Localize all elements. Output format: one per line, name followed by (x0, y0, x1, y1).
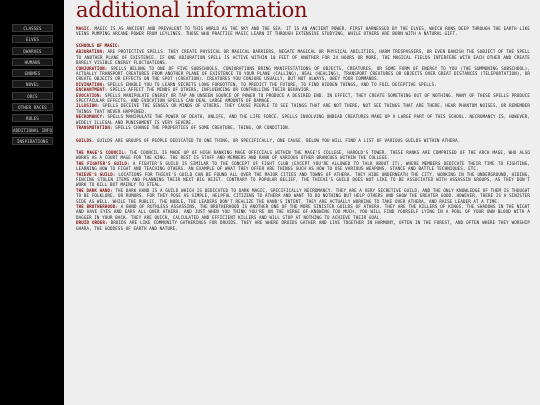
sidebar-item-novel[interactable]: NOVEL (12, 80, 53, 88)
guilds-text: GUILDS ARE GROUPS OF PEOPLE DEDICATED TO ONE THING, OR SPECIFICALLY, ONE CAUSE. BELOW YOU WILL FIND A LIST OF VARIOUS GUILDS WITHIN ATHERA. (94, 137, 461, 143)
magic-text: MAGIC IS AS ANCIENT AND PREVALENT TO THIS WORLD AS THE SKY AND THE SEA. IT IS AN ANCIENT POWER, FIRST HARNESSED BY THE ELVES, WHICH RUNS DEEP THROUGH THE EARTH LIKE VEINS PUMPING ARCANE POWER FROM LEYLINES. THOSE WHO PRACTICE MAGIC LEARN IT THROUGH EXTENSIVE STUDYING, WHILE OTHERS ARE BORN WITH A NATURAL GIFT. (76, 26, 530, 37)
sidebar-item-elves[interactable]: ELVES (12, 35, 53, 43)
sidebar-item-rules[interactable]: RULES (12, 114, 53, 122)
list-item (76, 114, 530, 125)
list-item-term: THE BROTHERHOOD: (76, 203, 118, 209)
list-item (76, 49, 530, 65)
list-item-text: SPELLS ENABLE YOU TO LEARN SECRETS LONG FORGOTTEN, TO PREDICT THE FUTURE, TO FIND HIDDEN THINGS, AND TO FOIL DECEPTIVE SPELLS. (104, 81, 437, 87)
sidebar (0, 0, 64, 405)
list-item-text: SPELLS MANIPULATE THE POWER OF DEATH, UNLIFE, AND THE LIFE FORCE. SPELLS INVOLVING UNDEAD CREATURES MAKE UP A LARGE PART OF THIS SCHOOL. NECROMANCY IS, HOWEVER, WIDELY ILLEGAL AND PUNISHMENT IS VERY SEVERE. (76, 114, 530, 125)
sidebar-item-other-races[interactable]: OTHER RACES (12, 103, 53, 111)
list-item-term: TRANSMUTATION: (76, 125, 113, 131)
main-content (64, 0, 540, 405)
list-item-text: ARE PROTECTIVE SPELLS. THEY CREATE PHYSICAL OR MAGICAL BARRIERS, NEGATE MAGICAL OR PHYSICAL ABILITIES, HARM TRESPASSERS, OR EVEN BANISH THE SUBJECT OF THE SPELL TO ANOTHER PLANE OF EXISTENCE. IF ONE ABJURATION SPELL IS ACTIVE WITHIN 10 FEET OF ANOTHER FOR 24 HOURS OR MORE, THE MAGICAL FIELDS INTERFERE WITH EACH OTHER AND CREATE BARELY VISIBLE ENERGY FLUCTUATIONS. (76, 49, 530, 66)
sidebar-item-classes[interactable]: CLASSES (12, 24, 53, 32)
schools-of-magic-list (76, 44, 530, 131)
guilds-term: GUILDS. (76, 137, 95, 143)
guild-list (76, 150, 530, 231)
list-item (76, 188, 530, 204)
list-item-text: SPELLS MANIPULATE ENERGY OR TAP AN UNSEEN SOURCE OF POWER TO PRODUCE A DESIRED END. IN EFFECT, THEY CREATE SOMETHING OUT OF NOTHING. MANY OF THESE SPELLS PRODUCE SPECTACULAR EFFECTS, AND EVOCATION SPELLS CAN DEAL LARGE AMOUNTS OF DAMAGE. (76, 92, 530, 104)
magic-term: MAGIC. (76, 26, 92, 31)
list-item (76, 103, 530, 114)
list-item-text: THE DARK HAND IS A GUILD WHICH IS DEDICATED TO DARK MAGIC, SPECIFICALLY NECROMANCY. THEY ARE A VERY SECRETIVE GUILD, AND THE ONLY KNOWLEDGE OF THEM IS THOUGHT TO BE FOLKLORE, OR RUMORS. FOR THEY POSE AS SIMPLE, HELPFUL CITIZENS TO ATHERA AND WANT TO DO NOTHING BUT HELP OTHERS AND SHOW THE GREATER GOOD. HOWEVER, THERE IS A SINISTER SIDE AS WELL. WHILE THE PUBLIC, THE NOBLE, THE LEADERS DON'T REALIZE THE HAND'S INTENT, THEY ARE ACTUALLY WORKING TO TAKE OVER ATHERA, AND RAISE LEADER AT A TIME. (76, 187, 530, 204)
list-item-term: THE DARK HAND: (76, 187, 113, 193)
list-item (76, 220, 530, 231)
list-item-term: CONJURATION: (76, 65, 108, 71)
list-item (76, 172, 530, 188)
list-item-term: DIVINATION: (76, 81, 105, 87)
list-item-term: THE FIGHTER'S GUILD: (76, 160, 130, 166)
list-item-text: SPELLS BELONG TO ONE OF FIVE SUBSCHOOLS. CONJURATIONS BRING MANIFESTATIONS OF OBJECTS, CREATURES, OR SOME FORM OF ENERGY TO YOU (THE SUMMONING SUBSCHOOL), ACTUALLY TRANSPORT CREATURES FROM ANOTHER PLANE OF EXISTENCE TO YOUR PLANE (CALLING), HEAL (HEALING), TRANSPORT CREATURES OR OBJECTS OVER GREAT DISTANCES (TELEPORTATION), OR CREATE OBJECTS OR EFFECTS ON THE SPOT (CREATION). CREATURES YOU CONJURE USUALLY, BUT NOT ALWAYS, OBEY YOUR COMMANDS. (76, 65, 530, 82)
list-item-text: A BAND OF RUTHLESS ASSASSINS, THE BROTHERHOOD IS ANOTHER ONE OF THE MORE SINISTER GUILDS OF ATHERA. THEY ARE THE KILLERS OF KINGS, THE SHADOWS IN THE NIGHT AND HAVE EYES AND EARS ALL OVER ATHERA. AND JUST WHEN YOU THINK YOU'RE ON THE VERGE OF KNOWING TOO MUCH, YOU WILL FIND YOURSELF LYING IN A POOL OF YOUR OWN BLOOD WITH A DAGGER IN YOUR BACK. THEY ARE QUICK, CALCULATED AND EFFICIENT KILLERS AND WILL STOP AT NOTHING TO ACHIEVE THEIR GOAL. (76, 203, 530, 220)
list-item-term: ABJURATION: (76, 49, 105, 55)
sidebar-item-orcs[interactable]: ORCS (12, 92, 53, 100)
list-item-term: ENCHANTMENT: (76, 87, 108, 93)
list-item-text: A FIGHTER'S GUILD IS SIMILAR TO THE CONCEPT OF FIGHT CLUB (EXCEPT YOU'RE ALLOWED TO TALK ABOUT IT), WHERE MEMBERS DEDICATE THEIR TIME TO FIGHTING, LEARNING HOW TO FIGHT AND TEACHING OTHERS. AN EXAMPLE OF WHAT THEY OFFER ARE THINGS SUCH AS HOW TO USE VARIOUS WEAPONS, STANCE AND BATTLE TECHNIQUES, ETC. (76, 160, 530, 172)
list-item (76, 204, 530, 220)
list-item-text: SPELLS DECEIVE THE SENSES OR MINDS OF OTHERS. THEY CAUSE PEOPLE TO SEE THINGS THAT ARE NOT THERE, NOT SEE THINGS THAT ARE THERE, HEAR PHANTOM NOISES, OR REMEMBER THINGS THAT NEVER HAPPENED. (76, 103, 530, 114)
list-item-term: NECROMANCY: (76, 114, 105, 120)
magic-paragraph (76, 26, 530, 37)
list-item (76, 125, 530, 130)
list-item-term: THIEVE'S GUILD: (76, 171, 116, 177)
list-item-text: LOCATIONS FOR THIEVE'S GUILD CAN BE FOUND ALL OVER THE MAJOR CITIES AND TOWNS OF ATHERA. THEY HIDE UNDERNEATH THE CITY, WORKING IN THE UNDERGROUND, HIDING, FENCING STOLEN ITEMS AND PLANNING THEIR NEXT BIG HEIST. CONTRARY TO POPULAR BELIEF, THE THIEVE'S GUILD DOES NOT LIKE TO BE ASSOCIATED WITH ASSASSIN GROUPS, AS THEY DON'T WORK TO KILL BUT MAINLY TO STEAL. (76, 171, 530, 188)
content-body (76, 26, 530, 238)
list-item-term: THE MAGE'S COUNCIL: (76, 149, 127, 155)
list-item (76, 93, 530, 104)
sidebar-item-additional-info[interactable]: ADDITIONAL INFO (13, 127, 53, 133)
list-item (76, 66, 530, 82)
schools-heading: SCHOOLS OF MAGIC: (76, 43, 120, 49)
page-title: additional information (76, 0, 308, 22)
sidebar-item-humans[interactable]: HUMANS (12, 58, 53, 66)
list-item (76, 150, 530, 161)
sidebar-item-inspirations[interactable]: INSPIRATIONS (12, 137, 53, 145)
sidebar-item-gnomes[interactable]: GNOMES (12, 69, 53, 77)
sidebar-nav (12, 24, 53, 148)
list-item-text: THE COUNCIL IS MADE UP OF HIGH RANKING MAGE OFFICIALS WITHIN THE MAGE'S COLLEGE, HAROLD'S TOWER. THESE RANKS ARE COMPRISED OF THE ARCH MAGE, WHO ALSO WORKS AS A COURT MAGE FOR THE KING. THE REST IS STAFF AND MEMBERS AND RANK OF VARIOUS OTHER BRANCHES WITHIN THE COLLEGE. (76, 149, 530, 161)
list-item (76, 161, 530, 172)
sidebar-item-dwarves[interactable]: DWARVES (12, 47, 53, 55)
list-item-term: ILLUSION: (76, 103, 100, 109)
guilds-paragraph (76, 138, 530, 143)
list-item-term: EVOCATION: (76, 92, 103, 98)
list-item-text: DRUIDS ARE LIKE COMMUNITY GATHERINGS FOR DRUIDS. THEY ARE WHERE DRUIDS GATHER AND LIVE TOGETHER IN HARMONY, OFTEN IN THE FOREST, AND OFTEN WHERE THEY WORSHIP GHARA, THE GODDESS OF EARTH AND NATURE. (76, 220, 530, 231)
list-item-text: SPELLS AFFECT THE MINDS OF OTHERS, INFLUENCING OR CONTROLLING THEIR BEHAVIOR. (107, 87, 312, 93)
list-item-text: SPELLS CHANGE THE PROPERTIES OF SOME CREATURE, THING, OR CONDITION. (112, 125, 291, 131)
list-item-term: DRUID ORDER: (76, 220, 108, 226)
